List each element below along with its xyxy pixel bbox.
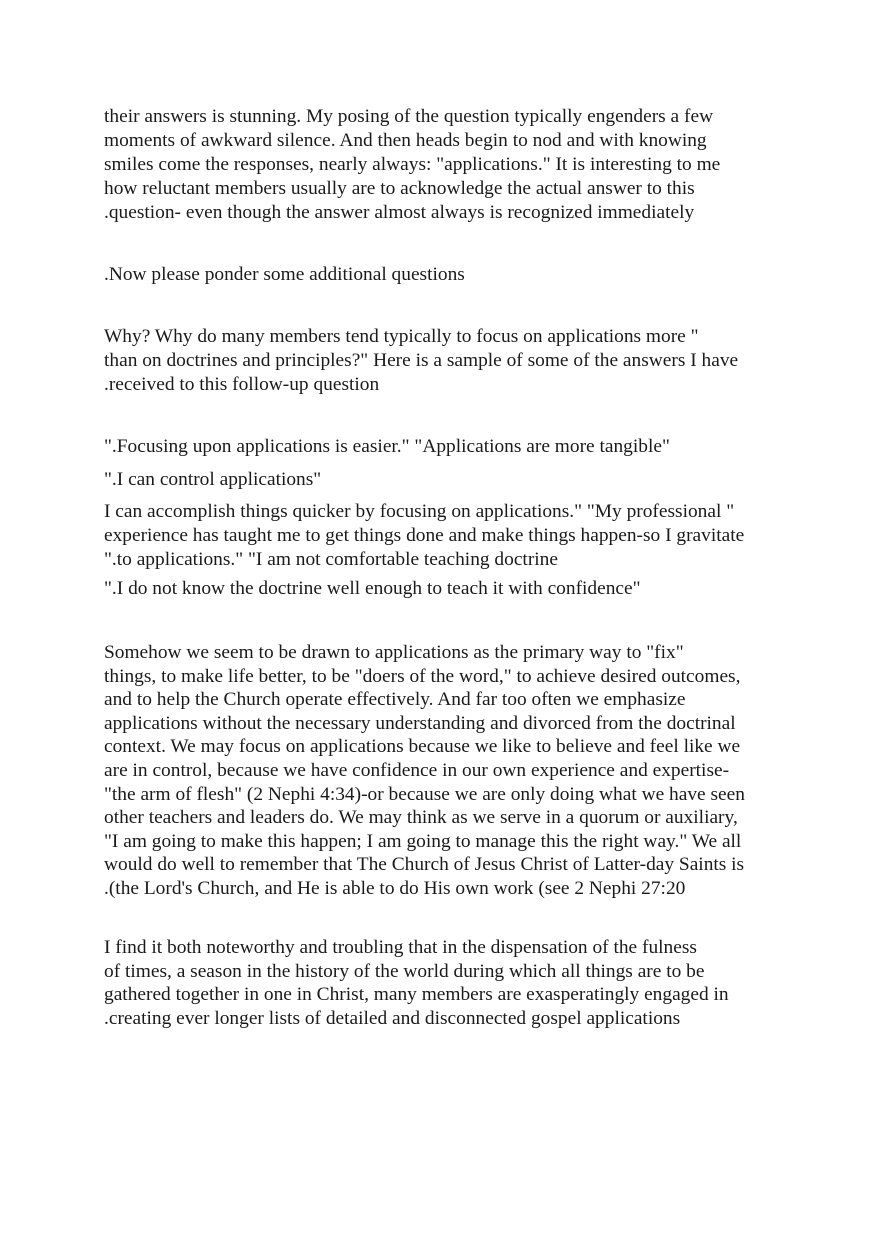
answer-doctrine-confidence (104, 577, 784, 601)
text-line: "the arm of flesh" (2 Nephi 4:34)-or because we are only doing what we have seen (104, 783, 745, 805)
text-line: gathered together in one in Christ, many members are exasperatingly engaged in (104, 984, 729, 1006)
text-line: are in control, because we have confidence in our own experience and expertise- (104, 759, 730, 781)
text-line: their answers is stunning. My posing of the question typically engenders a few (104, 106, 714, 127)
paragraph-dispensation-fulness (104, 936, 784, 1030)
text-line: ".Focusing upon applications is easier." "Applications are more tangible" (104, 436, 670, 457)
text-line: of times, a season in the history of the world during which all things are to be (104, 960, 705, 982)
text-line: context. We may focus on applications because we like to believe and feel like we (104, 736, 741, 758)
text-line: applications without the necessary understanding and divorced from the doctrinal (104, 712, 736, 734)
text-line: "I am going to make this happen; I am going to manage this the right way." We all (104, 830, 742, 852)
text-line: would do well to remember that The Church of Jesus Christ of Latter-day Saints is (104, 854, 745, 876)
text-line: how reluctant members usually are to acknowledge the actual answer to this (104, 178, 695, 199)
answer-control-applications (104, 468, 784, 492)
text-line: things, to make life better, to be "doers of the word," to achieve desired outcomes, (104, 665, 741, 687)
text-line: ".I do not know the doctrine well enough to teach it with confidence" (104, 578, 641, 599)
text-line: Why? Why do many members tend typically to focus on applications more " (104, 326, 699, 347)
text-line: Somehow we seem to be drawn to applications as the primary way to "fix" (104, 642, 684, 663)
text-line: .creating ever longer lists of detailed and disconnected gospel applications (104, 1007, 681, 1029)
text-line: .received to this follow-up question (104, 374, 380, 395)
text-line: ".to applications." "I am not comfortable teaching doctrine (104, 549, 558, 570)
text-line: and to help the Church operate effectively. And far too often we emphasize (104, 689, 686, 711)
text-line: experience has taught me to get things done and make things happen-so I gravitate (104, 525, 745, 546)
paragraph-answers-stunning (104, 105, 784, 225)
text-line: I can accomplish things quicker by focusing on applications." "My professional " (104, 501, 735, 522)
paragraph-ponder-questions (104, 263, 784, 287)
answer-accomplish-quicker (104, 500, 784, 572)
text-line: than on doctrines and principles?" Here is a sample of some of the answers I have (104, 350, 739, 371)
text-line: other teachers and leaders do. We may think as we serve in a quorum or auxiliary, (104, 807, 738, 829)
paragraph-drawn-to-applications (104, 641, 784, 901)
text-line: .question- even though the answer almost always is recognized immediately (104, 202, 695, 223)
text-line: .(the Lord's Church, and He is able to do His own work (see 2 Nephi 27:20 (104, 877, 686, 899)
text-line: I find it both noteworthy and troubling that in the dispensation of the fulness (104, 937, 697, 958)
text-line: ".I can control applications" (104, 469, 322, 490)
text-line: moments of awkward silence. And then heads begin to nod and with knowing (104, 130, 707, 151)
text-line: .Now please ponder some additional questions (104, 264, 465, 285)
answer-focusing-easier (104, 435, 784, 459)
text-line: smiles come the responses, nearly always: "applications." It is interesting to me (104, 154, 721, 175)
paragraph-why-question (104, 325, 784, 397)
